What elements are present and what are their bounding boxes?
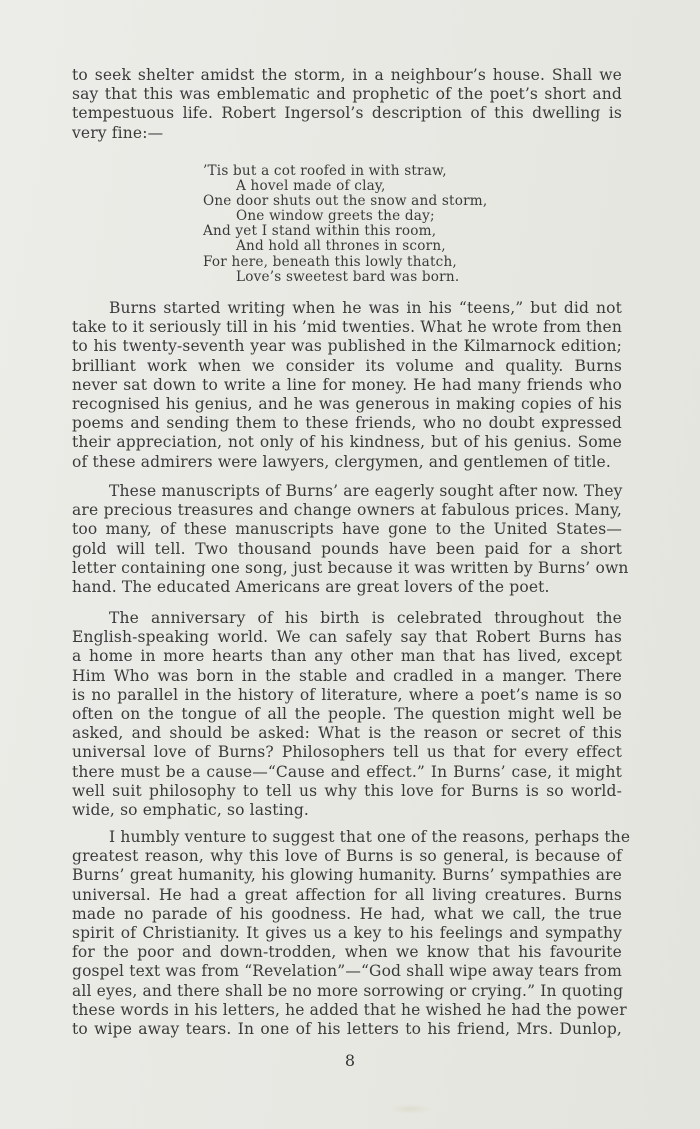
text-line: These manuscripts of Burns’ are eagerly sought after now. They — [109, 482, 623, 500]
poem-line: For here, beneath this lowly thatch, — [203, 253, 457, 270]
text-line: gold will tell. Two thousand pounds have been paid for a short — [72, 539, 622, 558]
text-line: spirit of Christianity. It gives us a key to his feelings and sympathy — [72, 923, 622, 942]
paragraph-anniversary — [72, 609, 622, 820]
paragraph-manuscripts — [72, 482, 629, 597]
text-line: tempestuous life. Robert Ingersol’s description of this dwelling is — [72, 104, 622, 123]
text-line: to his twenty-seventh year was published in the Kilmarnock edition; — [72, 337, 622, 356]
text-line: is no parallel in the history of literature, where a poet’s name is so — [72, 685, 622, 704]
text-line: are precious treasures and change owners at fabulous prices. Many, — [72, 501, 622, 520]
text-line: a home in more hearts than any other man that has lived, except — [72, 647, 622, 666]
text-line: these words in his letters, he added that he wished he had the power — [72, 1000, 627, 1019]
text-line: poems and sending them to these friends, who no doubt expressed — [72, 414, 622, 433]
text-line: Burns’ great humanity, his glowing humanity. Burns’ sympathies are — [72, 866, 622, 885]
text-line: English-speaking world. We can safely say that Robert Burns has — [72, 628, 622, 647]
paragraph-burns-writing — [72, 299, 622, 472]
poem-line: And yet I stand within this room, — [203, 223, 437, 240]
poem-line: ’Tis but a cot roofed in with straw, — [203, 163, 447, 179]
text-line: there must be a cause—“Cause and effect.” In Burns’ case, it might — [72, 762, 622, 781]
text-line: for the poor and down-trodden, when we know that his favourite — [72, 943, 622, 962]
text-line: Him Who was born in the stable and cradled in a manger. There — [72, 666, 622, 685]
intro-paragraph — [72, 66, 622, 143]
text-line: made no parade of his goodness. He had, what we call, the true — [72, 904, 622, 923]
text-line: asked, and should be asked: What is the reason or secret of this — [72, 724, 622, 743]
text-line: The anniversary of his birth is celebrated throughout the — [109, 609, 622, 627]
paper-stain — [388, 1104, 432, 1114]
paragraph-humanity — [72, 828, 631, 1039]
text-line: hand. The educated Americans are great lovers of the poet. — [72, 577, 550, 596]
text-line: universal. He had a great affection for all living creatures. Burns — [72, 885, 622, 904]
text-line: very fine:— — [72, 123, 164, 142]
text-line: never sat down to write a line for money. He had many friends who — [72, 375, 622, 394]
text-line: brilliant work when we consider its volume and quality. Burns — [72, 356, 622, 375]
poem-stanza — [203, 164, 503, 285]
text-line: take to it seriously till in his ’mid twenties. What he wrote from then — [72, 318, 622, 337]
text-line: often on the tongue of all the people. The question might well be — [72, 704, 622, 723]
text-line: letter containing one song, just because it was written by Burns’ own — [72, 558, 629, 577]
text-line: to seek shelter amidst the storm, in a neighbour’s house. Shall we — [72, 66, 622, 84]
text-line: greatest reason, why this love of Burns is so general, is because of — [72, 847, 622, 866]
text-line: say that this was emblematic and prophetic of the poet’s short and — [72, 85, 622, 104]
text-line: gospel text was from “Revelation”—“God shall wipe away tears from — [72, 962, 622, 981]
text-line: well suit philosophy to tell us why this love for Burns is so world- — [72, 781, 622, 800]
poem-line: Love’s sweetest bard was born. — [236, 268, 460, 285]
text-line: too many, of these manuscripts have gone to the United States— — [72, 520, 622, 539]
text-line: universal love of Burns? Philosophers tell us that for every effect — [72, 743, 622, 762]
text-line: I humbly venture to suggest that one of the reasons, perhaps the — [109, 828, 631, 846]
text-line: their appreciation, not only of his kindness, but of his genius. Some — [72, 433, 622, 452]
text-line: recognised his genius, and he was generous in making copies of his — [72, 394, 622, 413]
text-line: all eyes, and there shall be no more sorrowing or crying.” In quoting — [72, 981, 624, 1000]
poem-line: One door shuts out the snow and storm, — [203, 193, 488, 210]
text-line: of these admirers were lawyers, clergymen, and gentlemen of title. — [72, 452, 611, 471]
page-number: 8 — [344, 1051, 356, 1070]
poem-line: One window greets the day; — [236, 208, 435, 225]
poem-line: And hold all thrones in scorn, — [236, 238, 446, 255]
text-line: Burns started writing when he was in his “teens,” but did not — [109, 299, 622, 317]
poem-line: A hovel made of clay, — [236, 178, 386, 195]
text-line: to wipe away tears. In one of his letters to his friend, Mrs. Dunlop, — [72, 1019, 622, 1038]
text-line: wide, so emphatic, so lasting. — [72, 800, 310, 819]
